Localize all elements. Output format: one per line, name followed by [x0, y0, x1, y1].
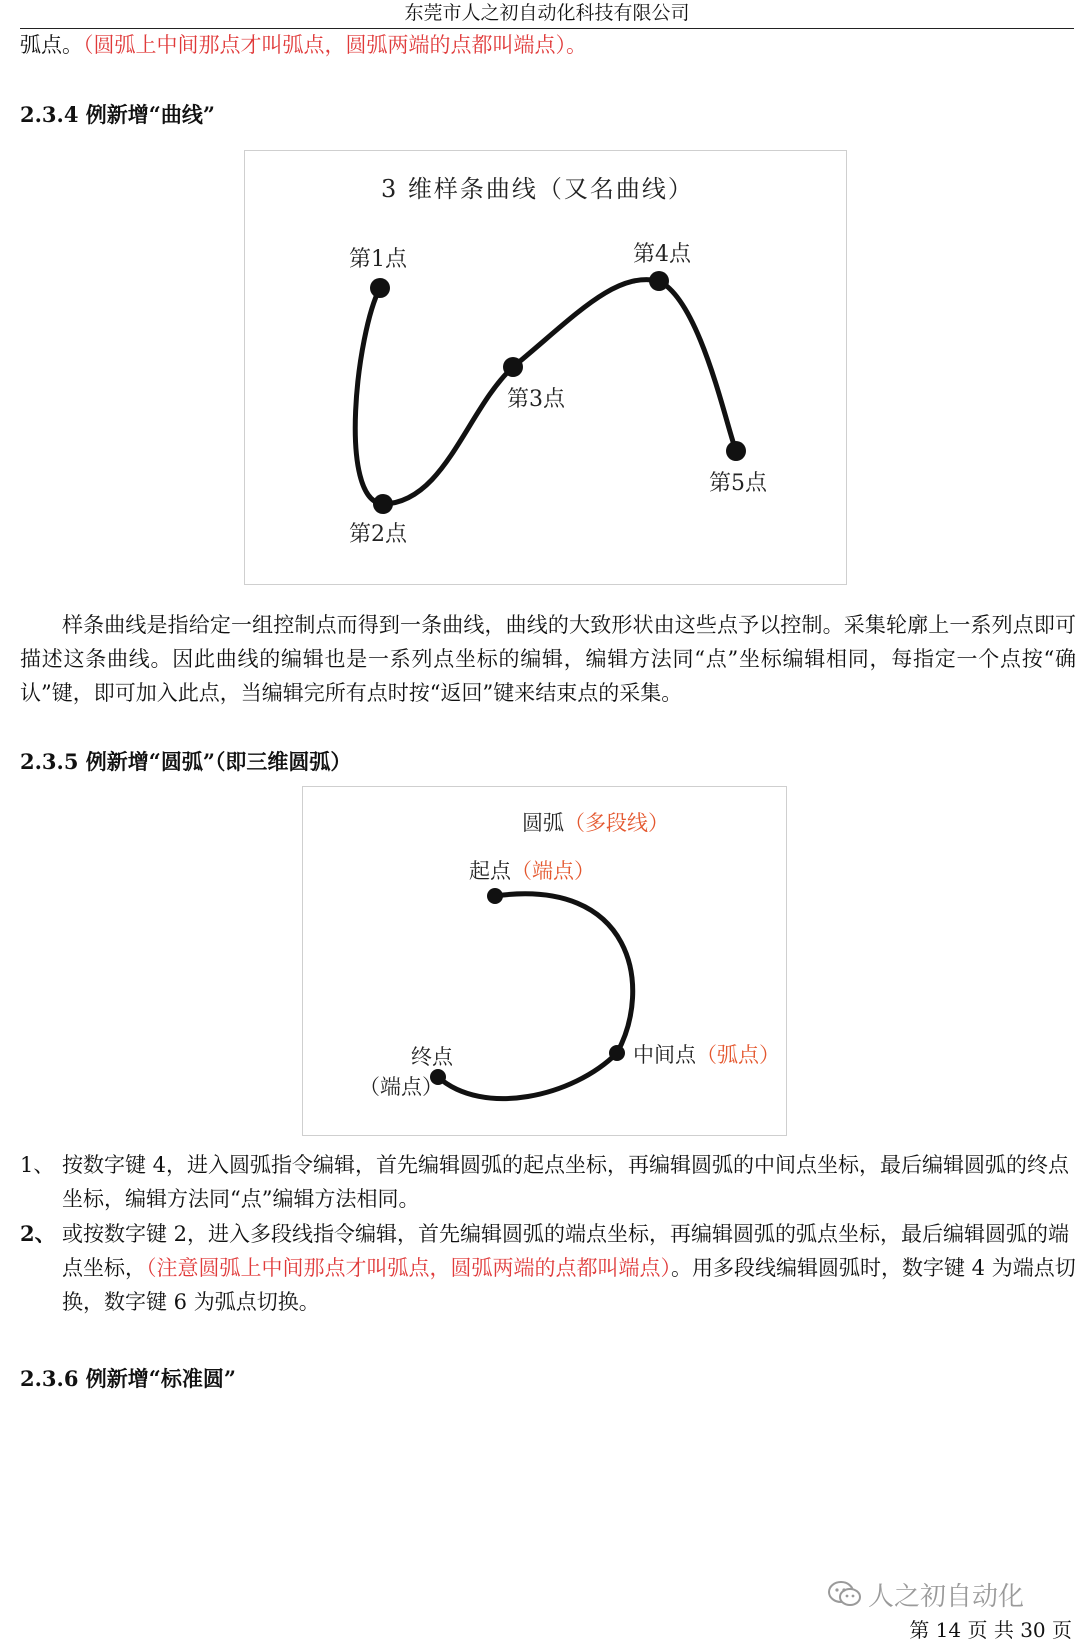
section-heading-circle: 2.3.6 例新增“标准圆” [20, 1366, 236, 1391]
control-point-1 [370, 278, 390, 298]
point-3-label: 第3点 [507, 387, 565, 412]
arc-start-label [469, 855, 595, 885]
arc-figure-title [522, 807, 669, 837]
control-point-2 [373, 494, 393, 514]
intro-note: （圆弧上中间那点才叫弧点，圆弧两端的点都叫端点）。 [83, 33, 587, 57]
arc-mid-point [609, 1045, 625, 1061]
point-2-label: 第2点 [349, 522, 407, 547]
intro-lead: 弧点。 [20, 33, 83, 57]
arc-mid-label [633, 1039, 780, 1069]
point-1-label: 第1点 [349, 247, 407, 272]
footer-brand [828, 1576, 1024, 1615]
list-text-2 [62, 1217, 1076, 1319]
list-item-2 [20, 1217, 1076, 1319]
list-text-2-b: 。用多段线编辑圆弧时，数字键 4 为端点切换，数字键 6 为弧点切换。 [62, 1256, 1076, 1314]
arc-figure [302, 786, 787, 1136]
start-label-note: （端点） [511, 859, 595, 883]
list-text-2-a: 或按数字键 2，进入多段线指令编辑，首先编辑圆弧的端点坐标，再编辑圆弧的弧点坐标，最后编辑圆弧的端点坐标， [62, 1222, 1070, 1280]
page-header [20, 0, 1074, 29]
spline-curve-figure [244, 150, 847, 585]
arc-path [438, 894, 633, 1099]
spline-description: 样条曲线是指给定一组控制点而得到一条曲线，曲线的大致形状由这些点予以控制。采集轮廓上一系列点即可描述这条曲线。因此曲线的编辑也是一系列点坐标的编辑，编辑方法同“点”坐标编辑相同，每指定一个点按“确认”键，即可加入此点，当编辑完所有点时按“返回”键来结束点的采集。 [20, 613, 1076, 705]
company-name: 东莞市人之初自动化科技有限公司 [404, 2, 690, 24]
wechat-icon [828, 1580, 862, 1615]
section-heading-arc: 2.3.5 例新增“圆弧”（即三维圆弧） [20, 749, 352, 774]
control-point-5 [726, 441, 746, 461]
list-item-1 [20, 1148, 1076, 1216]
arc-start-point [487, 888, 503, 904]
section-heading-curve: 2.3.4 例新增“曲线” [20, 102, 215, 127]
control-point-3 [503, 357, 523, 377]
list-number-1: 1、 [20, 1153, 55, 1177]
start-label-main: 起点 [469, 859, 511, 883]
footer-brand-text: 人之初自动化 [868, 1582, 1025, 1612]
list-number-2: 2、 [20, 1221, 56, 1246]
list-text-2-note: （注意圆弧上中间那点才叫弧点，圆弧两端的点都叫端点） [146, 1256, 671, 1280]
point-4-label: 第4点 [633, 242, 691, 267]
list-text-1: 按数字键 4，进入圆弧指令编辑，首先编辑圆弧的起点坐标，再编辑圆弧的中间点坐标，最后编辑圆弧的终点坐标，编辑方法同“点”编辑方法相同。 [62, 1153, 1070, 1211]
arc-title-main: 圆弧 [522, 811, 564, 835]
point-5-label: 第5点 [709, 471, 767, 496]
arc-end-label: 终点 [411, 1045, 453, 1069]
control-point-4 [649, 271, 669, 291]
arc-title-note: （多段线） [564, 811, 669, 835]
intro-line [20, 28, 1076, 62]
page-number: 第 14 页 共 30 页 [909, 1618, 1072, 1642]
spline-curve-diagram [245, 151, 846, 584]
spline-figure-title: 3 维样条曲线（又名曲线） [381, 175, 694, 203]
mid-label-main: 中间点 [633, 1043, 696, 1067]
arc-end-note: （端点） [359, 1075, 443, 1099]
mid-label-note: （弧点） [696, 1043, 780, 1067]
